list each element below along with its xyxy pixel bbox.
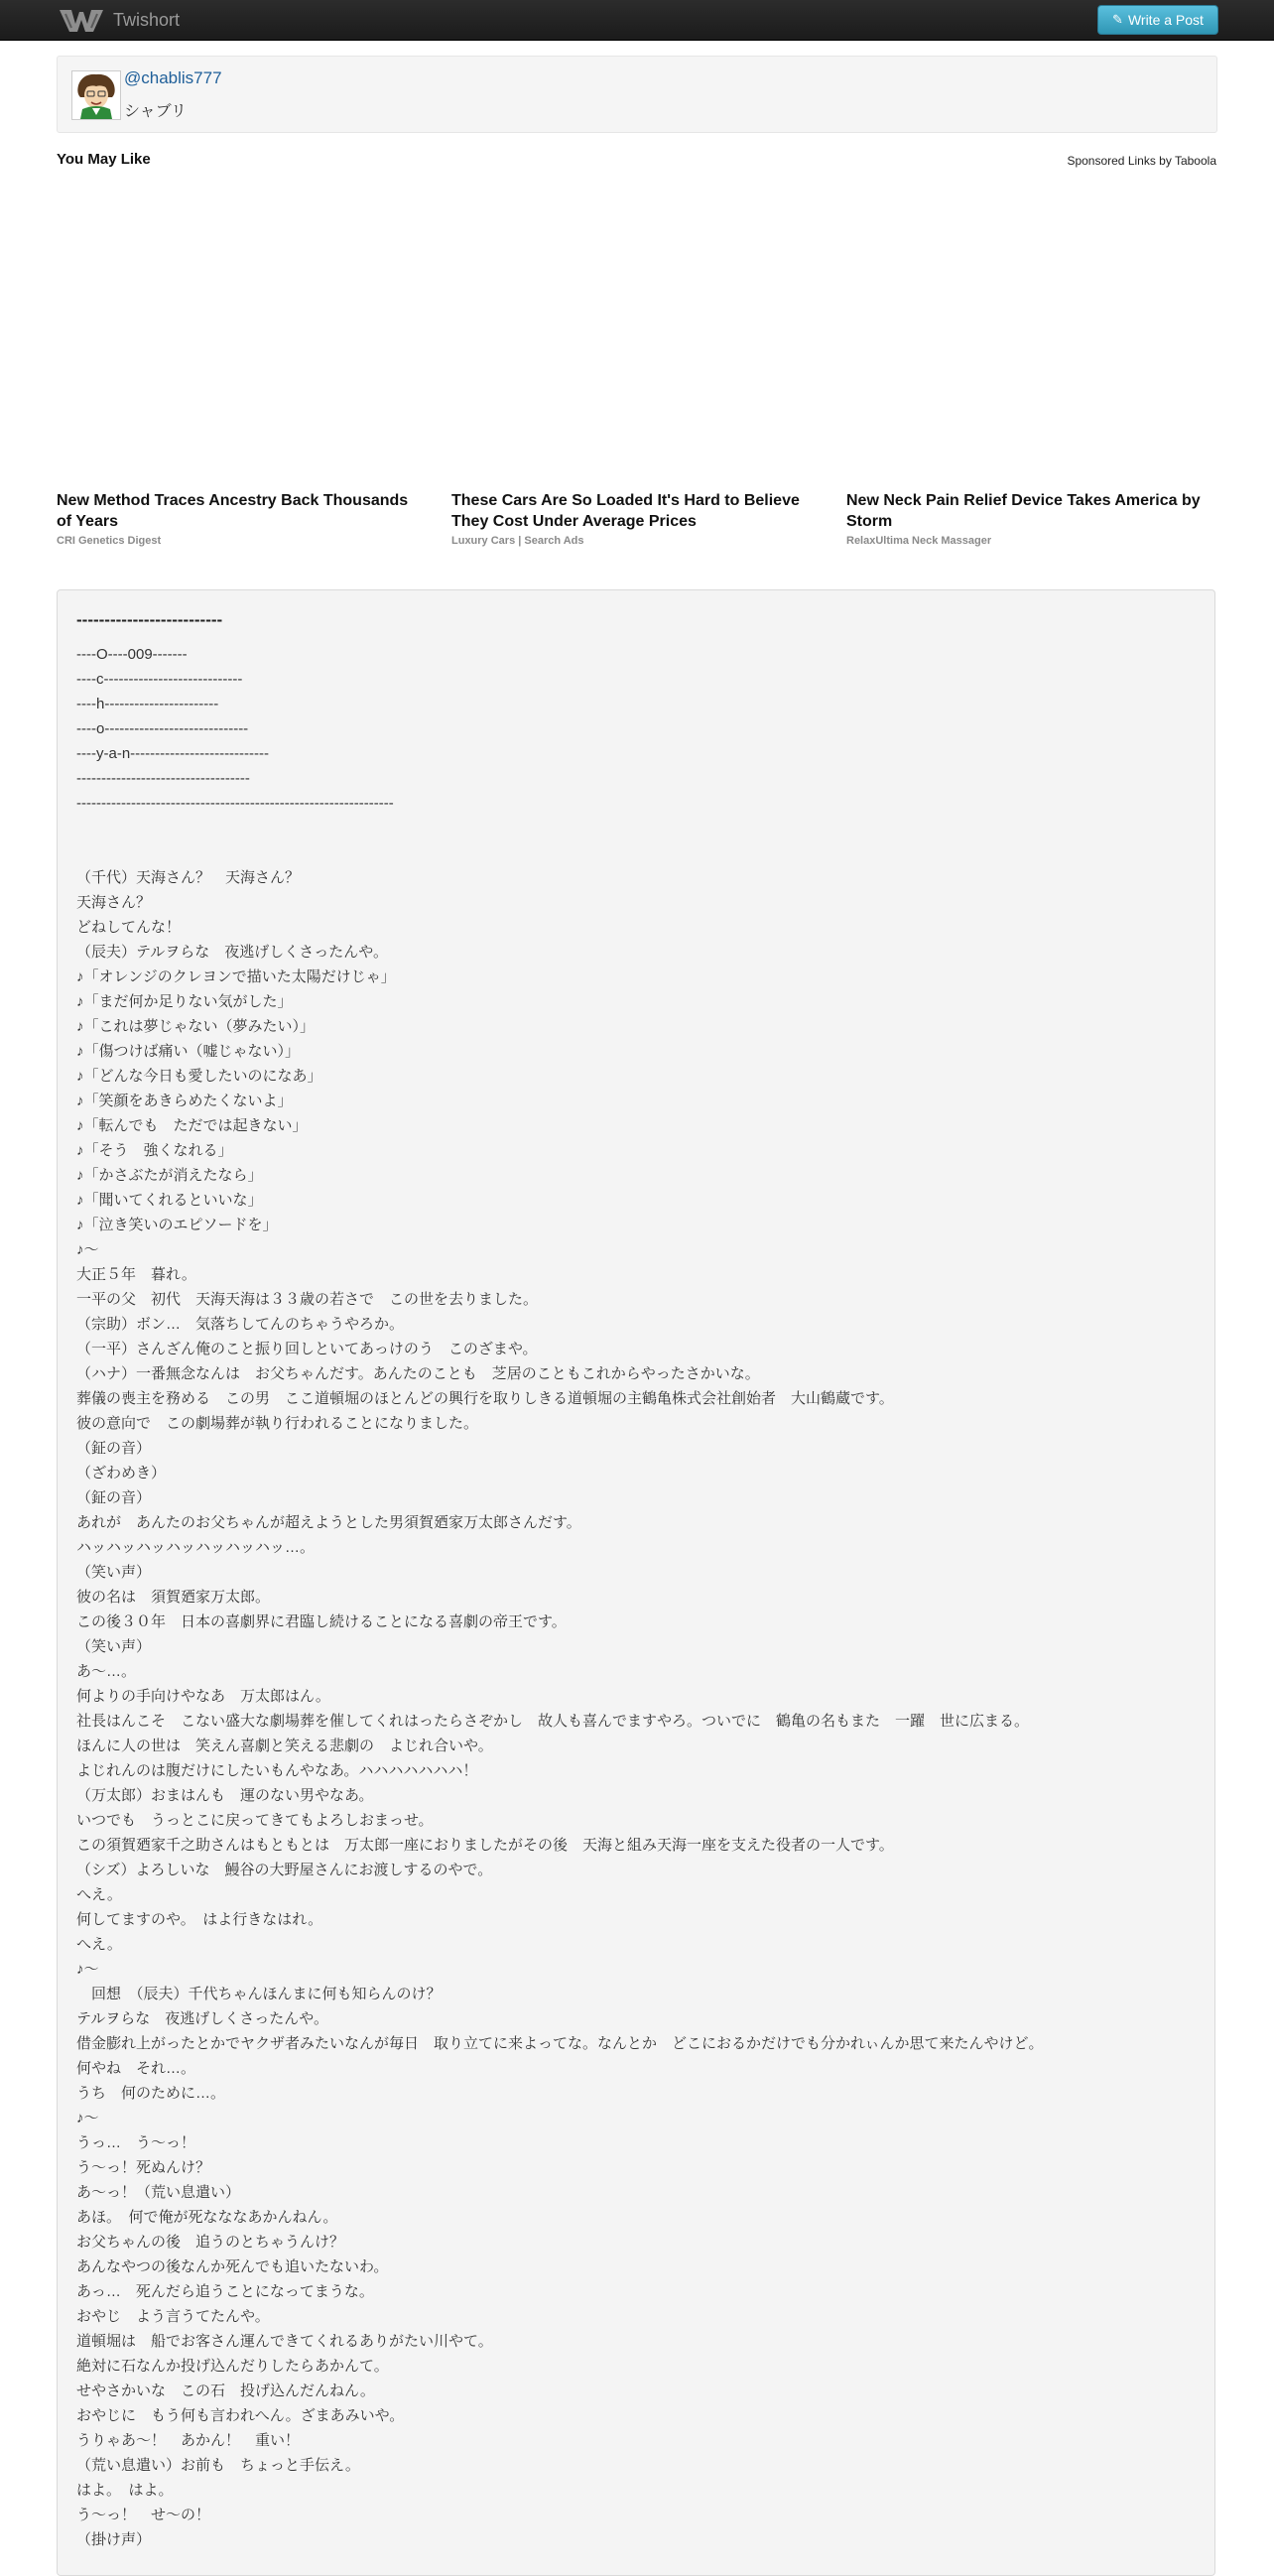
post-line: 何よりの手向けやなあ 万太郎はん。 <box>76 1688 330 1705</box>
post-line: うっ… う～っ！ <box>76 2134 196 2151</box>
recommendation-source: Luxury Cars | Search Ads <box>451 535 584 547</box>
edit-icon: ✎ <box>1112 12 1123 27</box>
recommendation-card[interactable] <box>57 193 412 547</box>
post-line <box>76 840 1188 865</box>
post-line: ♪「笑顔をあきらめたくないよ」 <box>76 1093 293 1109</box>
recommendation-card[interactable] <box>846 193 1202 547</box>
post-line: あっ… 死んだら追うことになってまうな。 <box>76 2283 374 2300</box>
post-line: （鉦の音） <box>76 1440 152 1457</box>
post-line <box>76 816 1188 840</box>
post-heading: -------------------------- <box>76 610 223 629</box>
post-line: 大正５年 暮れ。 <box>76 1266 196 1283</box>
post-line: （一平）さんざん俺のこと振り回しといてあっけのう このざまや。 <box>76 1341 538 1357</box>
post-line: いつでも うっとこに戻ってきてもよろしおまっせ。 <box>76 1812 434 1829</box>
author-profile <box>57 56 1217 133</box>
post-line: おやじに もう何も言われへん。ざまあみいや。 <box>76 2407 405 2424</box>
post-line: ほんに人の世は 笑えん喜劇と笑える悲劇の よじれ合いや。 <box>76 1738 493 1754</box>
post-line: ----------------------------------- <box>76 770 250 787</box>
post-line: ♪～ <box>76 1241 99 1258</box>
recommendation-headline[interactable]: These Cars Are So Loaded It's Hard to Believe They Cost Under Average Prices <box>451 492 800 530</box>
author-display-name: シャブリ <box>124 103 188 120</box>
post-line: （掛け声） <box>76 2531 152 2548</box>
recommendation-source: CRI Genetics Digest <box>57 535 162 547</box>
recommendation-thumbnail[interactable] <box>57 193 412 481</box>
post-line: （笑い声） <box>76 1564 152 1581</box>
post-line: あほ。 何で俺が死なななあかんねん。 <box>76 2209 338 2226</box>
post-line: ----y-a-n---------------------------- <box>76 745 270 762</box>
post-line: この須賀廼家千之助さんはもともとは 万太郎一座におりましたがその後 天海と組み天海一座を支えた役者の一人です。 <box>76 1837 894 1854</box>
recommendation-thumbnail[interactable] <box>846 193 1202 481</box>
post-line: 何やね それ…。 <box>76 2060 196 2077</box>
post-line: あれが あんたのお父ちゃんが超えようとした男須賀廼家万太郎さんだす。 <box>76 1514 581 1531</box>
avatar[interactable] <box>71 70 121 120</box>
post-line: 葬儀の喪主を務める この男 ここ道頓堀のほとんどの興行を取りしきる道頓堀の主鶴亀株式会社創始者 大山鶴蔵です。 <box>76 1390 894 1407</box>
post-line: （千代）天海さん？ 天海さん？ <box>76 869 301 886</box>
post-line: 借金膨れ上がったとかでヤクザ者みたいなんが毎日 取り立てに来よってな。なんとか どこにおるかだけでも分かれぃんか思て来たんやけど。 <box>76 2035 1044 2052</box>
post-line: ♪「オレンジのクレヨンで描いた太陽だけじゃ」 <box>76 968 396 985</box>
recommendations-title: You May Like <box>57 151 151 168</box>
post-line: あ～…。 <box>76 1663 137 1680</box>
post-line: へえ。 <box>76 1936 122 1953</box>
post-line: へえ。 <box>76 1886 122 1903</box>
post-line: ♪「そう 強くなれる」 <box>76 1142 233 1159</box>
post-line: 一平の父 初代 天海天海は３３歳の若さで この世を去りました。 <box>76 1291 539 1308</box>
post-line: ----o----------------------------- <box>76 720 249 737</box>
post-line: ♪「転んでも ただでは起きない」 <box>76 1117 308 1134</box>
post-line: 回想 （辰夫）千代ちゃんほんまに何も知らんのけ？ <box>76 1986 442 2002</box>
post-line: どねしてんな！ <box>76 919 182 936</box>
post-line: （宗助）ボン… 気落ちしてんのちゃうやろか。 <box>76 1316 405 1333</box>
post-line: 彼の意向で この劇場葬が執り行われることになりました。 <box>76 1415 479 1432</box>
post-line: ---------------------------------------------------------------- <box>76 795 394 812</box>
author-handle[interactable]: @chablis777 <box>124 68 222 87</box>
avatar-illustration-icon <box>72 71 120 119</box>
post-line: （笑い声） <box>76 1638 152 1655</box>
post-line: お父ちゃんの後 追うのとちゃうんけ？ <box>76 2234 345 2251</box>
post-line: 彼の名は 須賀廼家万太郎。 <box>76 1589 271 1606</box>
post-line: （鉦の音） <box>76 1489 152 1506</box>
post-line: ハッハッハッハッハッハッハッ…。 <box>76 1539 316 1556</box>
post-line: う～っ！死ぬんけ？ <box>76 2159 211 2176</box>
post-line: ♪「泣き笑いのエピソードを」 <box>76 1217 278 1233</box>
recommendation-source: RelaxUltima Neck Massager <box>846 535 992 547</box>
post-line: う～っ！ せ～の！ <box>76 2507 211 2523</box>
brand-name[interactable]: Twishort <box>113 10 181 30</box>
post-line: おやじ よう言うてたんや。 <box>76 2308 270 2325</box>
recommendation-thumbnail[interactable] <box>451 193 807 481</box>
post-line: 絶対に石なんか投げ込んだりしたらあかんて。 <box>76 2358 389 2375</box>
post-body <box>76 642 1188 2552</box>
post-line: はよ。 はよ。 <box>76 2482 174 2499</box>
post-line: よじれんのは腹だけにしたいもんやなあ。ハハハハハハハ！ <box>76 1762 478 1779</box>
post-line: 道頓堀は 船でお客さん運んできてくれるありがたい川やて。 <box>76 2333 493 2350</box>
write-post-button[interactable] <box>1097 5 1218 35</box>
post-line: （ハナ）一番無念なんは お父ちゃんだす。あんたのことも 芝居のこともこれからやったさかいな。 <box>76 1365 760 1382</box>
post-line: ----O----009------- <box>76 646 188 663</box>
recommendation-card[interactable] <box>451 193 807 547</box>
post-line: （ざわめき） <box>76 1465 167 1481</box>
post-line: （シズ）よろしいな 鰻谷の大野屋さんにお渡しするのやで。 <box>76 1862 493 1878</box>
write-post-label: Write a Post <box>1127 12 1204 28</box>
post-line: ♪～ <box>76 1961 99 1978</box>
post-line: （荒い息遣い）お前も ちょっと手伝え。 <box>76 2457 360 2474</box>
post-line: ♪「聞いてくれるといいな」 <box>76 1192 263 1209</box>
post-line: ----h----------------------- <box>76 696 219 712</box>
sponsored-links-label[interactable]: Sponsored Links by Taboola <box>1067 154 1216 168</box>
post-line: テルヲらな 夜逃げしくさったんや。 <box>76 2010 328 2027</box>
post-line: 天海さん？ <box>76 894 152 911</box>
top-navbar <box>0 0 1274 41</box>
post-line: あんなやつの後なんか死んでも追いたないわ。 <box>76 2258 389 2275</box>
post-line: ♪「これは夢じゃない（夢みたい）」 <box>76 1018 316 1035</box>
post-line: ♪「まだ何か足りない気がした」 <box>76 993 293 1010</box>
author-handle-link[interactable] <box>124 68 222 88</box>
twishort-logo-icon[interactable] <box>58 6 105 34</box>
post-line: 何してますのや。 はよ行きなはれ。 <box>76 1911 323 1928</box>
post-line: ♪「どんな今日も愛したいのになあ」 <box>76 1068 322 1085</box>
post-line: 社長はんこそ こない盛大な劇場葬を催してくれはったらさぞかし 故人も喜んでますやろ。ついでに 鶴亀の名もまた 一躍 世に広まる。 <box>76 1713 1030 1730</box>
post-line: せやさかいな この石 投げ込んだんねん。 <box>76 2383 375 2399</box>
post-line: あ～っ！（荒い息遣い） <box>76 2184 241 2201</box>
recommendation-headline[interactable]: New Method Traces Ancestry Back Thousands of Years <box>57 492 409 530</box>
post-line: ♪～ <box>76 2110 99 2126</box>
post-line: この後３０年 日本の喜劇界に君臨し続けることになる喜劇の帝王です。 <box>76 1613 567 1630</box>
post-line: うりゃあ～！ あかん！ 重い！ <box>76 2432 301 2449</box>
post-line: ♪「傷つけば痛い（嘘じゃない）」 <box>76 1043 301 1060</box>
post-line: （辰夫）テルヲらな 夜逃げしくさったんや。 <box>76 944 388 961</box>
recommendation-headline[interactable]: New Neck Pain Relief Device Takes America by Storm <box>846 492 1201 530</box>
post-content <box>57 589 1215 2576</box>
post-line: ♪「かさぶたが消えたなら」 <box>76 1167 263 1184</box>
post-line: （万太郎）おまはんも 運のない男やなあ。 <box>76 1787 374 1804</box>
post-line: ----c---------------------------- <box>76 671 243 688</box>
post-line: うち 何のために…。 <box>76 2085 226 2102</box>
